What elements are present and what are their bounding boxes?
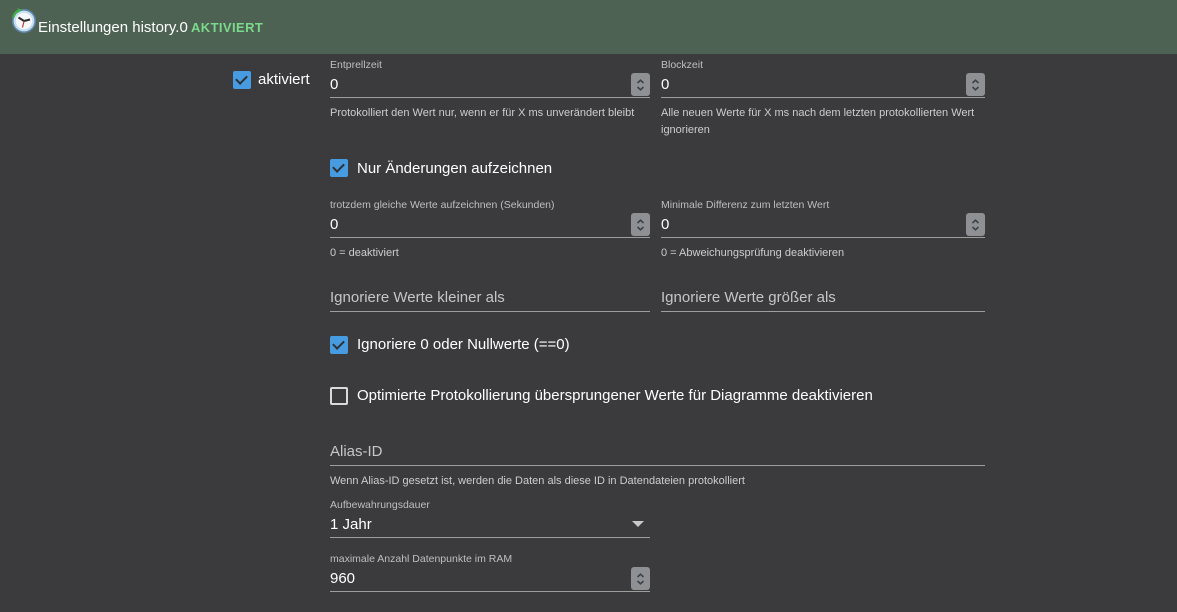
alias-id-input[interactable] bbox=[330, 443, 985, 462]
retention-label: Aufbewahrungsdauer bbox=[330, 499, 430, 511]
debounce-field bbox=[330, 59, 650, 122]
ignore-zero-checkbox[interactable] bbox=[330, 336, 348, 354]
spinner-arrows-icon bbox=[971, 219, 980, 231]
log-equal-input[interactable] bbox=[330, 216, 631, 235]
alias-id-field bbox=[330, 440, 985, 490]
spinner-arrows-icon bbox=[636, 219, 645, 231]
debounce-input[interactable] bbox=[330, 76, 631, 95]
enabled-checkbox[interactable] bbox=[233, 71, 251, 89]
log-equal-input-row bbox=[330, 213, 650, 238]
debounce-label: Entprellzeit bbox=[330, 59, 382, 71]
max-ram-label: maximale Anzahl Datenpunkte im RAM bbox=[330, 553, 513, 565]
blocktime-spinner[interactable] bbox=[966, 73, 985, 96]
changes-only-checkbox-label[interactable]: Nur Änderungen aufzeichnen bbox=[357, 160, 553, 177]
max-ram-spinner[interactable] bbox=[631, 567, 650, 590]
page-title: Einstellungen history.0 bbox=[38, 18, 188, 36]
ignore-above-input[interactable] bbox=[661, 289, 985, 308]
min-diff-field bbox=[661, 199, 985, 262]
min-diff-helper: 0 = Abweichungsprüfung deaktivieren bbox=[661, 247, 845, 259]
history-clock-icon bbox=[10, 7, 37, 34]
retention-selected-value: 1 Jahr bbox=[330, 515, 372, 533]
min-diff-spinner[interactable] bbox=[966, 213, 985, 236]
log-equal-helper: 0 = deaktiviert bbox=[330, 247, 399, 259]
max-ram-input-row bbox=[330, 567, 650, 592]
ignore-above-input-row bbox=[661, 286, 985, 312]
log-equal-field bbox=[330, 199, 650, 262]
changes-only-checkbox[interactable] bbox=[330, 159, 348, 177]
disable-optimized-logging-checkbox-label[interactable]: Optimierte Protokollierung übersprungener Werte für Diagramme deaktivieren bbox=[357, 387, 873, 404]
debounce-input-row bbox=[330, 73, 650, 98]
spinner-arrows-icon bbox=[971, 79, 980, 91]
log-equal-label: trotzdem gleiche Werte aufzeichnen (Sekunden) bbox=[330, 199, 555, 211]
min-diff-input-row bbox=[661, 213, 985, 238]
max-ram-field bbox=[330, 553, 650, 592]
blocktime-field bbox=[661, 59, 985, 139]
spinner-arrows-icon bbox=[636, 79, 645, 91]
debounce-spinner[interactable] bbox=[631, 73, 650, 96]
alias-id-input-row bbox=[330, 440, 985, 466]
enabled-checkbox-label[interactable]: aktiviert bbox=[258, 71, 310, 88]
blocktime-helper: Alle neuen Werte für X ms nach dem letzten protokollierten Wert ignorieren bbox=[661, 107, 975, 136]
alias-id-helper: Wenn Alias-ID gesetzt ist, werden die Daten als diese ID in Datendateien protokolliert bbox=[330, 475, 745, 487]
chevron-down-icon[interactable] bbox=[632, 521, 644, 527]
log-equal-spinner[interactable] bbox=[631, 213, 650, 236]
blocktime-label: Blockzeit bbox=[661, 59, 704, 71]
blocktime-input-row bbox=[661, 73, 985, 98]
spinner-arrows-icon bbox=[636, 573, 645, 585]
min-diff-input[interactable] bbox=[661, 216, 966, 235]
ignore-below-input[interactable] bbox=[330, 289, 650, 308]
status-badge: AKTIVIERT bbox=[191, 19, 264, 35]
ignore-below-input-row bbox=[330, 286, 650, 312]
blocktime-input[interactable] bbox=[661, 76, 966, 95]
min-diff-label: Minimale Differenz zum letzten Wert bbox=[661, 199, 830, 211]
dialog-header bbox=[0, 0, 1177, 54]
disable-optimized-logging-checkbox[interactable] bbox=[330, 387, 348, 405]
max-ram-input[interactable] bbox=[330, 570, 631, 589]
ignore-zero-checkbox-label[interactable]: Ignoriere 0 oder Nullwerte (==0) bbox=[357, 336, 570, 353]
ignore-above-field bbox=[661, 286, 985, 312]
retention-select[interactable] bbox=[330, 513, 650, 538]
debounce-helper: Protokolliert den Wert nur, wenn er für X ms unverändert bleibt bbox=[330, 107, 635, 119]
ignore-below-field bbox=[330, 286, 650, 312]
retention-field bbox=[330, 499, 650, 538]
